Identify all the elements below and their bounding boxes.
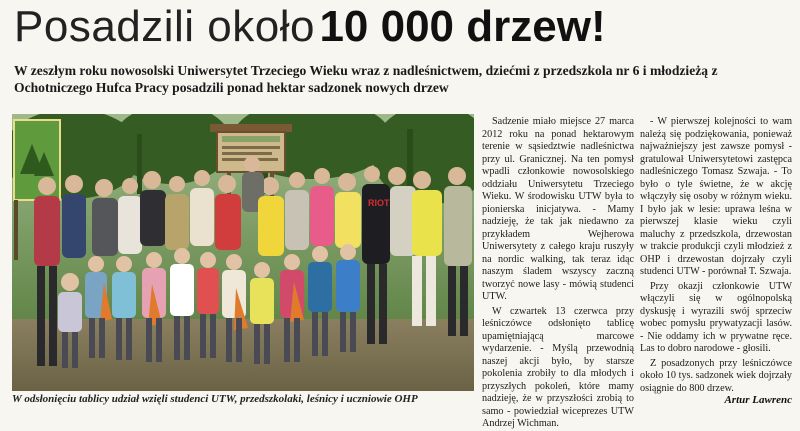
paragraph: Przy okazji członkowie UTW włączyli się w ogólnopolską dyskusję i wyrazili swój sprzeciw wobec pomysłu prywatyzacji lasów. - Nie oddamy ich w prywatne ręce. Las to dobro narodowe - głosili. <box>640 280 792 354</box>
article-photo <box>12 114 474 391</box>
author-byline: Artur Lawrenc <box>724 394 792 406</box>
headline-light: Posadzili około <box>14 2 315 51</box>
text-column-1 <box>482 116 634 429</box>
text-column-2 <box>640 116 792 394</box>
paragraph: - W pierwszej kolejności to wam należą się podziękowania, ponieważ najważniejszy jest zawsze pomysł - gratulował Uniwersytetowi zastępca nadleśniczego Tomasz Szwaja. - To było o tyle świetne, że w akcję włączyły się osoby w różnym wieku. I było jak w lesie: uprawa leśna w pierwszej klasie wieku czyli maluchy z przedszkola, drzewostan w trakcie produkcji czyli młodzież z OHP i drzewostan dojrzały czyli studenci UTW - porównał T. Szwaja. <box>640 116 792 277</box>
paragraph: Sadzenie miało miejsce 27 marca 2012 roku na ponad hektarowym terenie w sąsiedztwie nadleśnictwa przy ul. Granicznej. Na ten pomysł wpadli członkowie nowosolskiego oddziału Uniwersytetu Trzeciego Wieku. W środowisku UTW była to pionierska inicjatywa. - Mamy nadzieję, że tak jak niedawno za przykładem Wejherowa Uniwersytety z całego kraju ruszyły na nordic walking, tak teraz idąc naszym śladem wszyscy zaczną tworzyć nowe lasy - mówią studenci UTW. <box>482 116 634 302</box>
headline <box>14 2 794 58</box>
paragraph: Z posadzonych przy leśniczówce około 10 tys. sadzonek wiek dojrzały osiągnie do 800 drzew. <box>640 357 792 394</box>
photo-caption: W odsłonięciu tablicy udział wzięli studenci UTW, przedszkolaki, leśnicy i uczniowie OHP <box>12 393 418 405</box>
headline-bold: 10 000 drzew! <box>319 2 606 51</box>
lead-paragraph: W zeszłym roku nowosolski Uniwersytet Trzeciego Wieku wraz z nadleśnictwem, dziećmi z przedszkola nr 6 i młodzieżą z Ochotniczego Hufca Pracy posadzili ponad hektar sadzonek nowych drzew <box>14 63 718 95</box>
shirt-text: RIOT <box>368 198 390 208</box>
group-photo-illustration <box>12 114 474 391</box>
paragraph: W czwartek 13 czerwca przy leśniczówce odsłonięto tablicę upamiętniającą marcowe wydarzenie. - Myślą przewodnią naszej akcji było, by starsze pokolenia zrobiły to dla młodych i przyszłych pokoleń, które mamy nadzieję, że w przyszłości zrobią to samo - powiedział wiceprezes UTW Andrzej Wichman. <box>482 305 634 429</box>
